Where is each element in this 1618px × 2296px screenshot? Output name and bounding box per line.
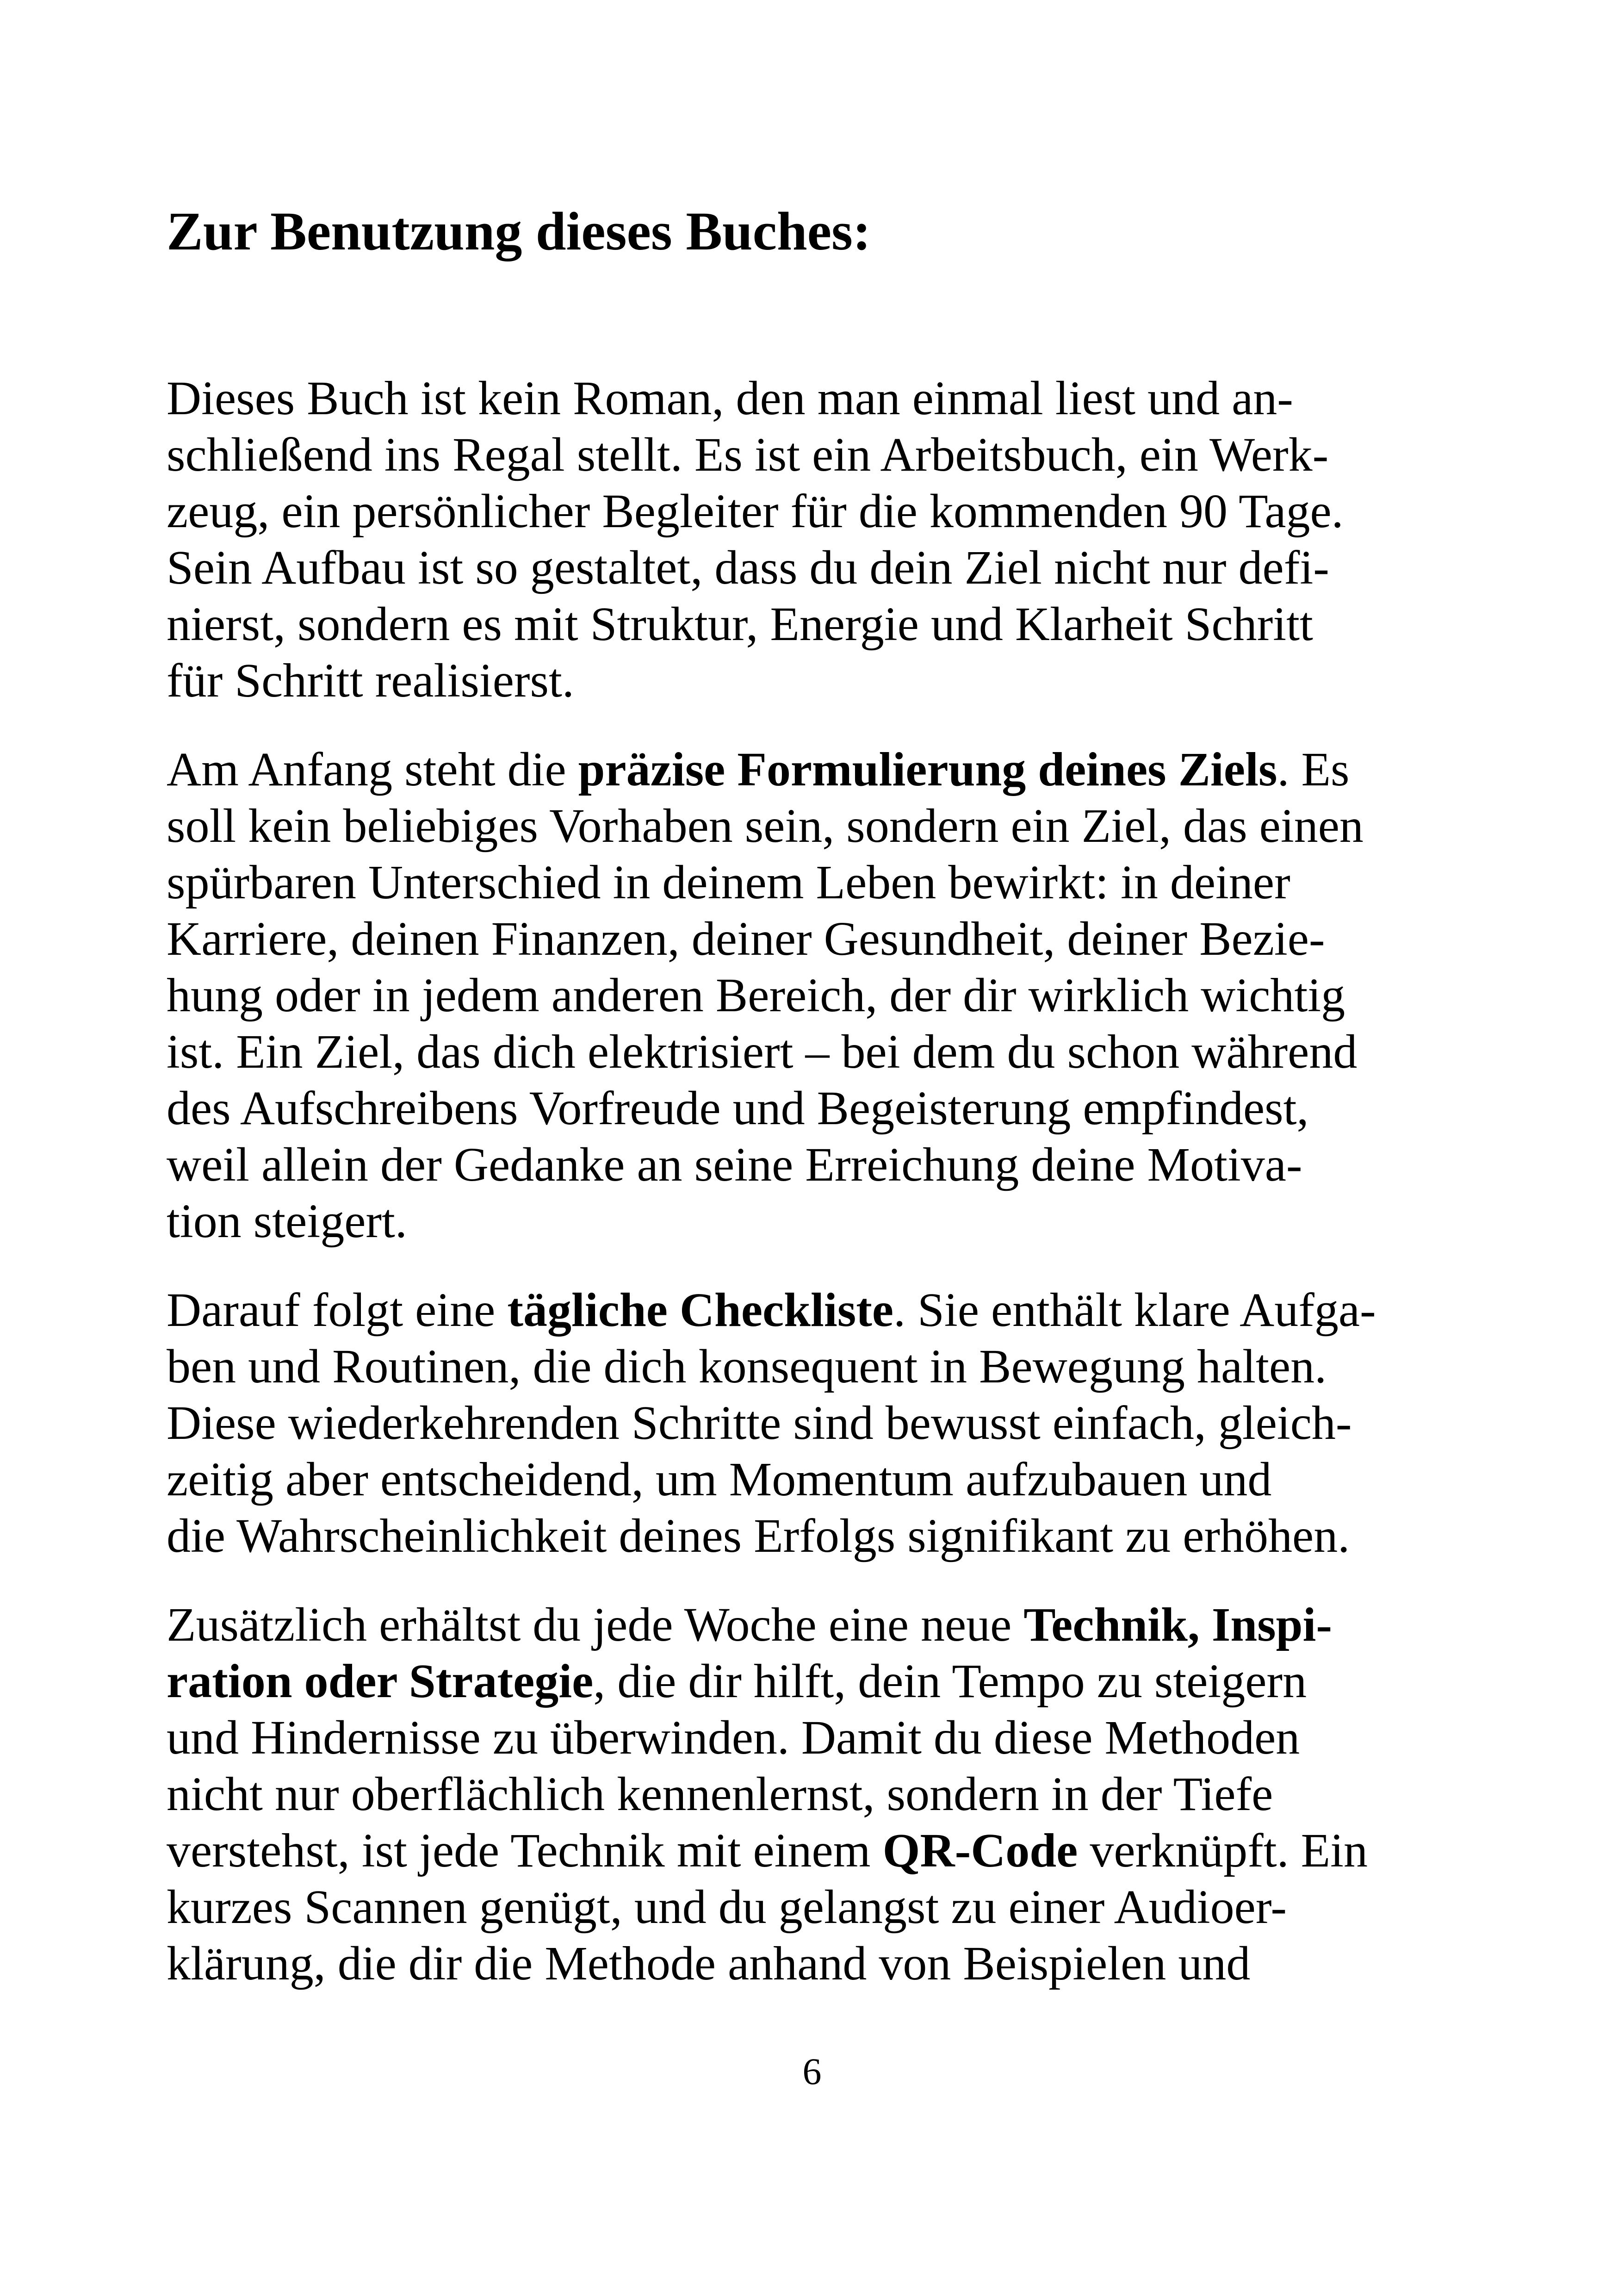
text-line [167,653,1457,709]
text-segment: hung oder in jedem anderen Bereich, der dir wirklich wichtig [167,969,1345,1022]
text-line [167,483,1457,540]
text-line [167,1935,1457,1992]
page-number: 6 [802,2050,822,2092]
text-segment: für Schritt realisierst. [167,654,574,707]
bold-text-segment: QR-Code [882,1824,1078,1877]
paragraph [167,1282,1457,1564]
text-segment: nicht nur oberflächlich kennenlernst, sondern in der Tiefe [167,1767,1273,1821]
text-line [167,1193,1457,1250]
text-line [167,1653,1457,1710]
text-line [167,1338,1457,1395]
text-body [167,370,1457,2024]
bold-text-segment: ration oder Strategie [167,1655,594,1708]
text-segment: klärung, die dir die Methode anhand von Beispielen und [167,1937,1251,1990]
text-segment: spürbaren Unterschied in deinem Leben bewirkt: in deiner [167,856,1290,909]
text-segment: Karriere, deinen Finanzen, deiner Gesundheit, deiner Bezie- [167,912,1325,965]
text-line [167,370,1457,427]
text-line [167,1024,1457,1080]
text-segment: ist. Ein Ziel, das dich elektrisiert – bei dem du schon während [167,1025,1358,1078]
text-line [167,741,1457,798]
text-line [167,1597,1457,1653]
bold-text-segment: Technik, Inspi- [1023,1598,1333,1651]
paragraph [167,370,1457,709]
text-segment: zeug, ein persönlicher Begleiter für die kommenden 90 Tage. [167,485,1344,538]
text-line [167,1395,1457,1451]
text-line [167,1282,1457,1338]
text-segment: Sein Aufbau ist so gestaltet, dass du dein Ziel nicht nur defi- [167,541,1329,594]
text-segment: verstehst, ist jede Technik mit einem [167,1824,883,1877]
text-line [167,1137,1457,1193]
text-line [167,1766,1457,1823]
text-segment: verknüpft. Ein [1078,1824,1368,1877]
paragraph [167,741,1457,1250]
text-line [167,854,1457,911]
text-segment: Zusätzlich erhältst du jede Woche eine neue [167,1598,1024,1651]
text-segment: nierst, sondern es mit Struktur, Energie und Klarheit Schritt [167,597,1313,651]
text-segment: Darauf folgt eine [167,1283,508,1337]
text-line [167,540,1457,596]
text-line [167,1508,1457,1564]
text-line [167,427,1457,483]
text-line [167,967,1457,1024]
bold-text-segment: tägliche Checkliste [507,1283,894,1337]
text-line [167,1710,1457,1766]
text-segment: . Es [1277,743,1350,796]
text-line [167,1823,1457,1879]
text-segment: und Hindernisse zu überwinden. Damit du diese Methoden [167,1711,1300,1764]
paragraph [167,1597,1457,1992]
text-segment: tion steigert. [167,1195,407,1248]
text-line [167,1879,1457,1935]
page-title: Zur Benutzung dieses Buches: [167,201,871,261]
text-segment: Dieses Buch ist kein Roman, den man einmal liest und an- [167,372,1293,425]
text-line [167,1451,1457,1508]
text-segment: kurzes Scannen genügt, und du gelangst zu einer Audioer- [167,1880,1287,1934]
text-segment: zeitig aber entscheidend, um Momentum aufzubauen und [167,1453,1272,1506]
text-segment: Diese wiederkehrenden Schritte sind bewusst einfach, gleich- [167,1396,1352,1450]
text-segment: soll kein beliebiges Vorhaben sein, sondern ein Ziel, das einen [167,799,1364,852]
text-line [167,798,1457,854]
text-segment: ben und Routinen, die dich konsequent in Bewegung halten. [167,1340,1327,1393]
text-segment: schließend ins Regal stellt. Es ist ein Arbeitsbuch, ein Werk- [167,428,1329,481]
text-segment: des Aufschreibens Vorfreude und Begeisterung empfindest, [167,1082,1309,1135]
text-segment: . Sie enthält klare Aufga- [893,1283,1376,1337]
bold-text-segment: präzise Formulierung deines Ziels [578,743,1277,796]
text-segment: Am Anfang steht die [167,743,578,796]
text-segment: weil allein der Gedanke an seine Erreichung deine Motiva- [167,1138,1302,1191]
text-segment: , die dir hilft, dein Tempo zu steigern [593,1655,1307,1708]
text-line [167,596,1457,653]
text-segment: die Wahrscheinlichkeit deines Erfolgs signifikant zu erhöhen. [167,1509,1350,1562]
text-line [167,911,1457,967]
text-line [167,1080,1457,1137]
